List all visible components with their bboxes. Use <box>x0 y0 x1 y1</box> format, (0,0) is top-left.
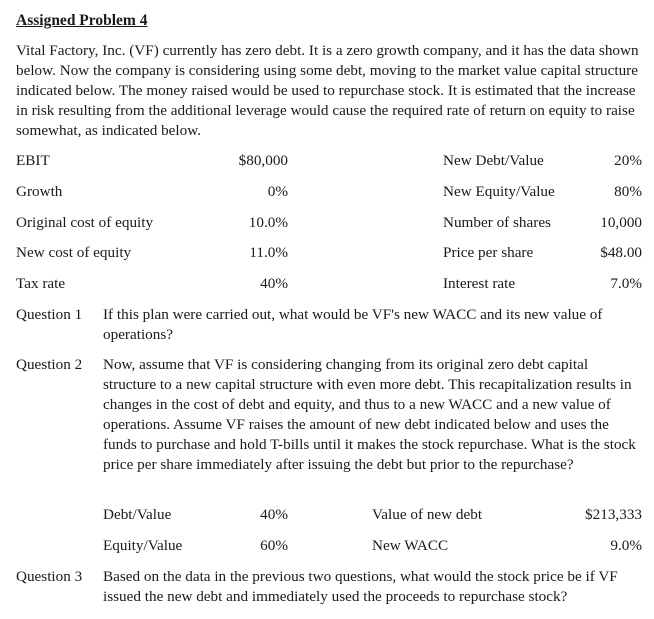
q2-label-new-wacc: New WACC <box>372 537 449 554</box>
problem-title: Assigned Problem 4 <box>16 12 148 29</box>
data-value-new-debt-value: 20% <box>614 152 642 169</box>
data-value-price-per-share: $48.00 <box>600 244 642 261</box>
data-value-new-equity-value: 80% <box>614 183 642 200</box>
data-value-interest-rate: 7.0% <box>610 275 642 292</box>
data-value-number-of-shares: 10,000 <box>600 214 642 231</box>
data-value-original-cost-of-equity: 10.0% <box>248 214 288 231</box>
data-label-interest-rate: Interest rate <box>443 275 516 292</box>
data-label-new-cost-of-equity: New cost of equity <box>16 244 132 261</box>
data-label-growth: Growth <box>16 183 63 200</box>
data-label-ebit: EBIT <box>16 152 50 169</box>
data-label-number-of-shares: Number of shares <box>443 214 551 231</box>
data-label-original-cost-of-equity: Original cost of equity <box>16 214 154 231</box>
question-2-label: Question 2 <box>16 356 83 373</box>
q2-value-debt-value: 40% <box>260 506 288 523</box>
question-3-text: Based on the data in the previous two questions, what would the stock price be if VF issued the new debt and immediately used the proceeds to repurchase stock? <box>103 568 618 605</box>
question-1-label: Question 1 <box>16 306 83 323</box>
intro-paragraph: Vital Factory, Inc. (VF) currently has zero debt. It is a zero growth company, and it has the data shown below. Now the company is considering using some debt, moving to the market value capital structure indicated below. The money raised would be used to repurchase stock. It is estimated that the increase in risk resulting from the additional leverage would cause the required rate of return on equity to raise somewhat, as indicated below. <box>16 42 639 139</box>
data-value-ebit: $80,000 <box>238 152 288 169</box>
q2-label-value-of-new-debt: Value of new debt <box>372 506 483 523</box>
data-label-new-debt-value: New Debt/Value <box>443 152 544 169</box>
question-3-label: Question 3 <box>16 568 83 585</box>
question-1-text: If this plan were carried out, what would be VF's new WACC and its new value of operations? <box>103 306 603 343</box>
question-2-text: Now, assume that VF is considering changing from its original zero debt capital structure to a new capital structure with even more debt. This recapitalization results in changes in the cost of debt and equity, and thus to a new WACC and a new value of operations. Assume VF raises the amount of new debt indicated below and uses the funds to purchase and hold T-bills until it makes the stock repurchase. What is the stock price per share immediately after issuing the debt but prior to the repurchase? <box>103 356 636 473</box>
q2-value-equity-value: 60% <box>260 537 288 554</box>
q2-value-new-wacc: 9.0% <box>610 537 642 554</box>
data-value-growth: 0% <box>267 183 288 200</box>
data-value-new-cost-of-equity: 11.0% <box>249 244 288 261</box>
data-label-tax-rate: Tax rate <box>16 275 66 292</box>
q2-label-debt-value: Debt/Value <box>103 506 172 523</box>
data-label-price-per-share: Price per share <box>443 244 534 261</box>
data-value-tax-rate: 40% <box>260 275 288 292</box>
q2-label-equity-value: Equity/Value <box>103 537 183 554</box>
q2-value-value-of-new-debt: $213,333 <box>585 506 642 523</box>
data-label-new-equity-value: New Equity/Value <box>443 183 555 200</box>
